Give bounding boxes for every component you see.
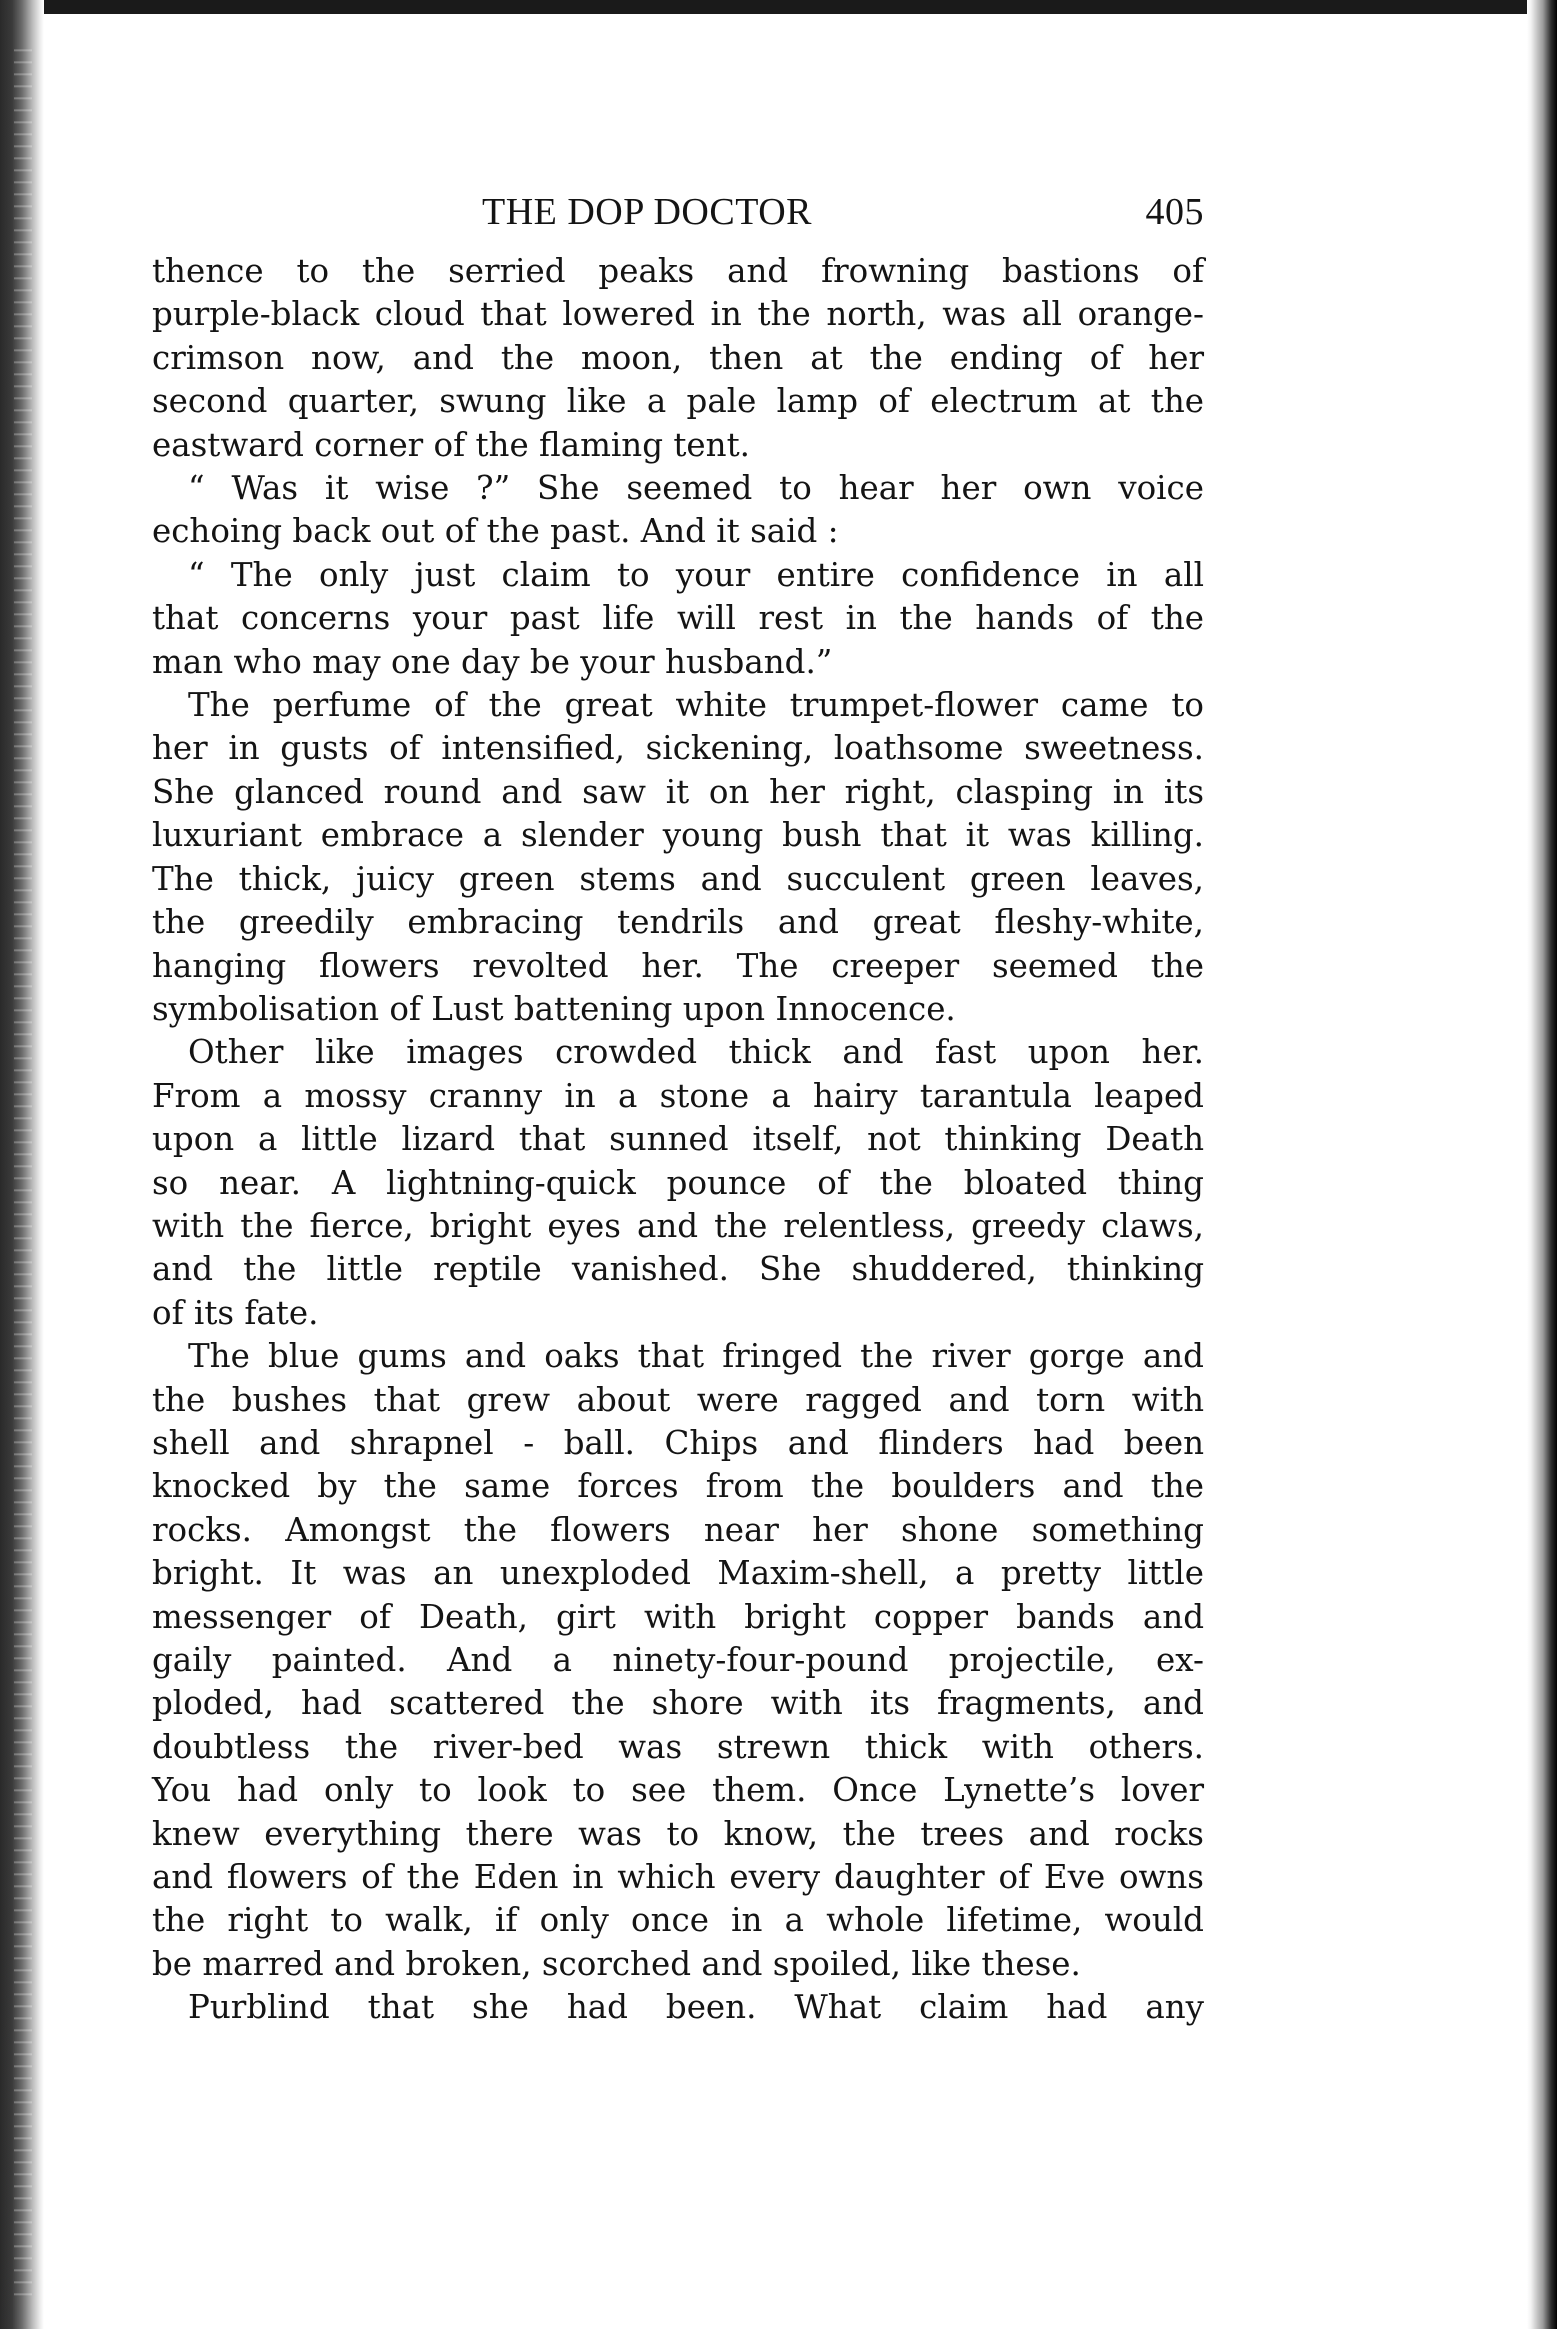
paragraph — [152, 1031, 1204, 1335]
book-page — [152, 190, 1204, 2030]
page-number: 405 — [1145, 191, 1204, 233]
text-line: gaily painted. And a ninety-four-pound projectile, ex- — [152, 1641, 1204, 1679]
text-line: hanging flowers revolted her. The creeper seemed the — [152, 946, 1204, 985]
text-line: echoing back out of the past. And it said : — [152, 512, 839, 551]
text-line: You had only to look to see them. Once Lynette’s lover — [152, 1771, 1204, 1810]
text-line: knocked by the same forces from the boulders and the — [152, 1467, 1204, 1506]
paragraph — [152, 250, 1204, 467]
text-line: Other like images crowded thick and fast upon her. — [188, 1033, 1204, 1072]
text-line: that concerns your past life will rest in the hands of the — [152, 599, 1204, 638]
text-line: eastward corner of the flaming tent. — [152, 425, 750, 464]
text-line: purple-black cloud that lowered in the north, was all orange- — [152, 295, 1204, 334]
text-line: She glanced round and saw it on her right, clasping in its — [152, 772, 1204, 811]
text-line: of its fate. — [152, 1293, 319, 1332]
text-line: doubtless the river-bed was strewn thick with others. — [152, 1727, 1204, 1766]
paragraph — [152, 1986, 1204, 2029]
body-text — [152, 250, 1204, 2030]
text-line: upon a little lizard that sunned itself, not thinking Death — [152, 1120, 1204, 1159]
scan-top-edge — [0, 0, 1557, 14]
text-line: bright. It was an unexploded Maxim-shell, a pretty little — [152, 1554, 1204, 1593]
scan-right-edge — [1527, 0, 1557, 2329]
text-line: “ The only just claim to your entire confidence in all — [188, 555, 1204, 594]
text-line: The thick, juicy green stems and succulent green leaves, — [152, 859, 1204, 898]
text-line: the greedily embracing tendrils and great fleshy-white, — [152, 903, 1204, 942]
text-line: The perfume of the great white trumpet-flower came to — [188, 686, 1204, 725]
text-line: man who may one day be your husband.” — [152, 642, 833, 681]
text-line: her in gusts of intensified, sickening, loathsome sweetness. — [152, 729, 1204, 768]
text-line: shell and shrapnel - ball. Chips and flinders had been — [152, 1423, 1204, 1462]
text-line: second quarter, swung like a pale lamp of electrum at the — [152, 382, 1204, 421]
text-line: “ Was it wise ?” She seemed to hear her own voice — [188, 469, 1204, 508]
text-line: ploded, had scattered the shore with its fragments, and — [152, 1684, 1204, 1723]
text-line: From a mossy cranny in a stone a hairy tarantula leaped — [152, 1076, 1204, 1115]
text-line: The blue gums and oaks that fringed the river gorge and — [188, 1337, 1204, 1376]
text-line: with the fierce, bright eyes and the relentless, greedy claws, — [152, 1206, 1204, 1245]
page-header — [152, 190, 1204, 250]
text-line: knew everything there was to know, the trees and rocks — [152, 1814, 1204, 1853]
text-line: so near. A lightning-quick pounce of the bloated thing — [152, 1163, 1204, 1202]
text-line: and the little reptile vanished. She shuddered, thinking — [152, 1250, 1204, 1289]
paragraph — [152, 554, 1204, 684]
paragraph — [152, 467, 1204, 554]
paragraph — [152, 684, 1204, 1031]
text-line: be marred and broken, scorched and spoiled, like these. — [152, 1944, 1081, 1983]
text-line: the bushes that grew about were ragged and torn with — [152, 1380, 1204, 1419]
text-line: luxuriant embrace a slender young bush that it was killing. — [152, 816, 1204, 855]
scan-binding-texture — [14, 40, 32, 2300]
text-line: the right to walk, if only once in a whole lifetime, would — [152, 1901, 1204, 1940]
text-line: thence to the serried peaks and frowning bastions of — [152, 252, 1204, 290]
text-line: messenger of Death, girt with bright copper bands and — [152, 1597, 1204, 1636]
text-line: symbolisation of Lust battening upon Innocence. — [152, 989, 956, 1028]
text-line: rocks. Amongst the flowers near her shone something — [152, 1510, 1204, 1549]
text-line: crimson now, and the moon, then at the ending of her — [152, 338, 1204, 377]
text-line: Purblind that she had been. What claim had any — [188, 1988, 1204, 2027]
text-line: and flowers of the Eden in which every daughter of Eve owns — [152, 1858, 1204, 1897]
paragraph — [152, 1335, 1204, 1986]
running-title: THE DOP DOCTOR — [482, 191, 813, 233]
